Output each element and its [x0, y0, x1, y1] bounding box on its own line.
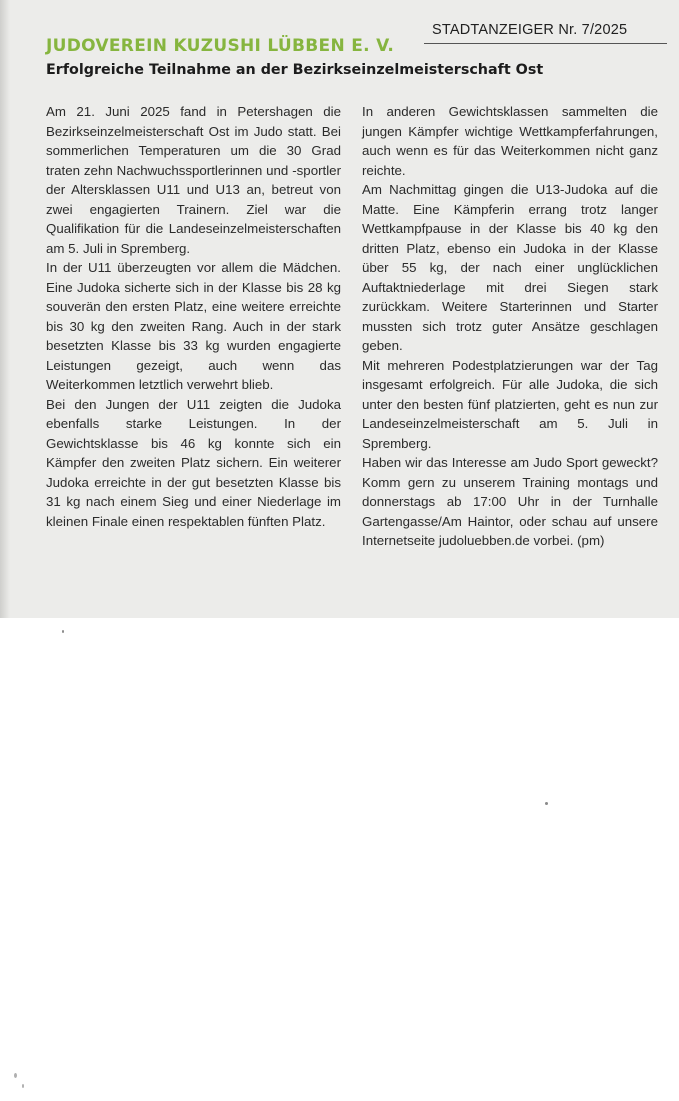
scan-edge-shadow — [0, 0, 10, 618]
article-paragraph: Am 21. Juni 2025 fand in Petershagen die Bezirkseinzelmeisterschaft Ost im Judo statt. Bei sommerlichen Temperaturen um die 30 Grad traten zehn Nachwuchssportlerinnen und -sportler der Altersklassen U11 und U13 an, betreut von zwei engagierten Trainern. Ziel war die Qualifikation für die Landeseinzelmeisterschaften am 5. Juli in Spremberg. — [46, 104, 341, 256]
scan-speck — [545, 802, 548, 805]
source-underline — [424, 43, 667, 44]
article-column-right — [362, 102, 658, 551]
article-headline: Erfolgreiche Teilnahme an der Bezirkseinzelmeisterschaft Ost — [46, 62, 544, 78]
article-column-left — [46, 102, 341, 531]
scan-speck — [62, 630, 64, 633]
club-name: JUDOVEREIN KUZUSHI LÜBBEN E. V. — [46, 36, 395, 56]
article-paragraph: In anderen Gewichtsklassen sammelten die jungen Kämpfer wichtige Wettkampferfahrungen, auch wenn es für das Weiterkommen nicht ganz reichte. — [362, 104, 658, 178]
scan-speck — [22, 1084, 24, 1088]
scan-speck — [14, 1073, 17, 1078]
article-paragraph: Haben wir das Interesse am Judo Sport geweckt? Komm gern zu unserem Training montags und donnerstags ab 17:00 Uhr in der Turnhalle Gartengasse/Am Haintor, oder schau auf unsere Internetseite judoluebben.de vorbei. (pm) — [362, 455, 658, 548]
article-paragraph: In der U11 überzeugten vor allem die Mädchen. Eine Judoka sicherte sich in der Klasse bis 28 kg souverän den ersten Platz, eine weitere erreichte bis 30 kg den zweiten Rang. Auch in der stark besetzten Klasse bis 33 kg wurden engagierte Leistungen gezeigt, auch wenn das Weiterkommen letztlich verwehrt blieb. — [46, 260, 341, 392]
article-paragraph: Am Nachmittag gingen die U13-Judoka auf die Matte. Eine Kämpferin errang trotz langer Wettkampfpause in der Klasse bis 40 kg den dritten Platz, ebenso ein Judoka in der Klasse über 55 kg, der nach einer unglücklichen Auftaktniederlage mit drei Siegen stark zurückkam. Weitere Starterinnen und Starter mussten sich trotz guter Ansätze geschlagen geben. — [362, 182, 658, 353]
newspaper-source: STADTANZEIGER Nr. 7/2025 — [432, 22, 628, 38]
blank-scan-area — [0, 618, 679, 1101]
article-paragraph: Mit mehreren Podestplatzierungen war der Tag insgesamt erfolgreich. Für alle Judoka, die sich unter den besten fünf platzierten, geht es nun zur Landeseinzelmeisterschaft am 5. Juli in Spremberg. — [362, 357, 658, 451]
article-paragraph: Bei den Jungen der U11 zeigten die Judoka ebenfalls starke Leistungen. In der Gewichtsklasse bis 46 kg konnte sich ein Kämpfer den zweiten Platz sichern. Ein weiterer Judoka erreichte in der gut besetzten Klasse bis 31 kg nach einem Sieg und einer Niederlage im kleinen Finale einen respektablen fünften Platz. — [46, 396, 341, 529]
